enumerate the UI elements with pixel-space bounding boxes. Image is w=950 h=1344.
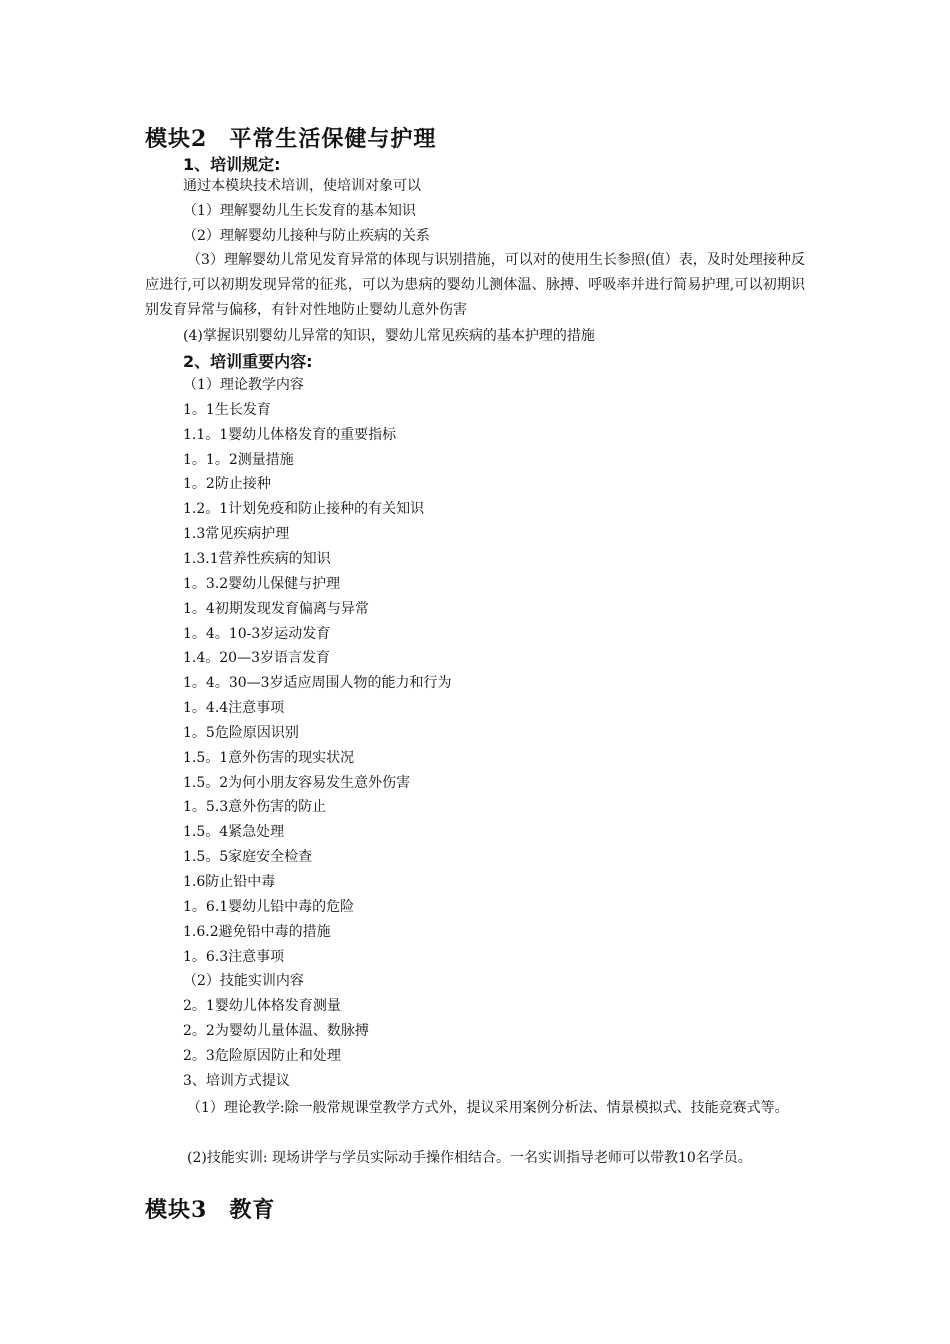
content-line: 1.5。4紧急处理 — [183, 824, 285, 840]
requirement-item-1: （1）理解婴幼儿生长发育的基本知识 — [183, 203, 416, 219]
content-line: 1.3常见疾病护理 — [183, 526, 290, 542]
content-line: 1。5危险原因识别 — [183, 725, 299, 741]
content-line: 1.3.1营养性疾病的知识 — [183, 551, 331, 567]
content-line: （1）理论教学内容 — [183, 377, 304, 393]
section-1-intro: 通过本模块技术培训，使培训对象可以 — [183, 178, 421, 194]
content-line: 2。2为婴幼儿量体温、数脉搏 — [183, 1023, 369, 1039]
module-2-number: 模块2 — [145, 126, 208, 152]
content-line: 1.5。1意外伤害的现实状况 — [183, 750, 355, 766]
content-line: 1.6.2避免铅中毒的措施 — [183, 924, 331, 940]
requirement-item-3: （3）理解婴幼儿常见发育异常的体现与识别措施，可以对的使用生长参照(值）表，及时处理接种反应进行,可以初期发现异常的征兆，可以为患病的婴幼儿测体温、脉搏、呼吸率并进行简易护理,可以初期识别发育异常与偏移，有针对性地防止婴幼儿意外伤害 — [145, 252, 805, 318]
content-line: 1。4.4注意事项 — [183, 700, 285, 716]
content-line: 2。3危险原因防止和处理 — [183, 1048, 341, 1064]
content-line: 1。4。30—3岁适应周围人物的能力和行为 — [183, 675, 452, 691]
content-line: 1.5。5家庭安全检查 — [183, 849, 313, 865]
content-line: 1。1生长发育 — [183, 402, 271, 418]
content-line: 1。6.3注意事项 — [183, 949, 285, 965]
section-2-heading: 2、培训重要内容: — [183, 352, 313, 371]
content-line: （2）技能实训内容 — [183, 973, 304, 989]
content-line: 1.5。2为何小朋友容易发生意外伤害 — [183, 775, 411, 791]
content-line: 1。6.1婴幼儿铅中毒的危险 — [183, 899, 355, 915]
content-line: 2。1婴幼儿体格发育测量 — [183, 998, 341, 1014]
section-1-heading: 1、培训规定: — [183, 155, 281, 174]
module-3-name: 教育 — [229, 1197, 276, 1223]
module-3-number: 模块3 — [145, 1197, 208, 1223]
content-line: 3、培训方式提议 — [183, 1073, 290, 1089]
content-line: 1。1。2测量措施 — [183, 452, 294, 468]
method-paragraph-1: （1）理论教学:除一般常规课堂教学方式外，提议采用案例分析法、情景模拟式、技能竞赛式等。 — [187, 1100, 789, 1116]
content-line: 1.2。1计划免疫和防止接种的有关知识 — [183, 501, 425, 517]
module-2-title — [145, 122, 436, 153]
content-line: 1.1。1婴幼儿体格发育的重要指标 — [183, 427, 397, 443]
method-paragraph-2: (2)技能实训: 现场讲学与学员实际动手操作相结合。一名实训指导老师可以带教10名学员。 — [187, 1150, 752, 1166]
requirement-item-2: （2）理解婴幼儿接种与防止疾病的关系 — [183, 228, 430, 244]
content-line: 1。5.3意外伤害的防止 — [183, 799, 327, 815]
content-line: 1。4。10-3岁运动发育 — [183, 626, 331, 642]
requirement-item-4: (4)掌握识别婴幼儿异常的知识，婴幼儿常见疾病的基本护理的措施 — [183, 328, 595, 344]
content-line: 1。4初期发现发育偏离与异常 — [183, 601, 369, 617]
module-3-title — [145, 1193, 275, 1224]
content-line: 1.4。20—3岁语言发育 — [183, 650, 330, 666]
module-2-name: 平常生活保健与护理 — [229, 126, 437, 152]
content-line: 1。3.2婴幼儿保健与护理 — [183, 576, 341, 592]
content-line: 1.6防止铅中毒 — [183, 874, 276, 890]
content-line: 1。2防止接种 — [183, 476, 271, 492]
